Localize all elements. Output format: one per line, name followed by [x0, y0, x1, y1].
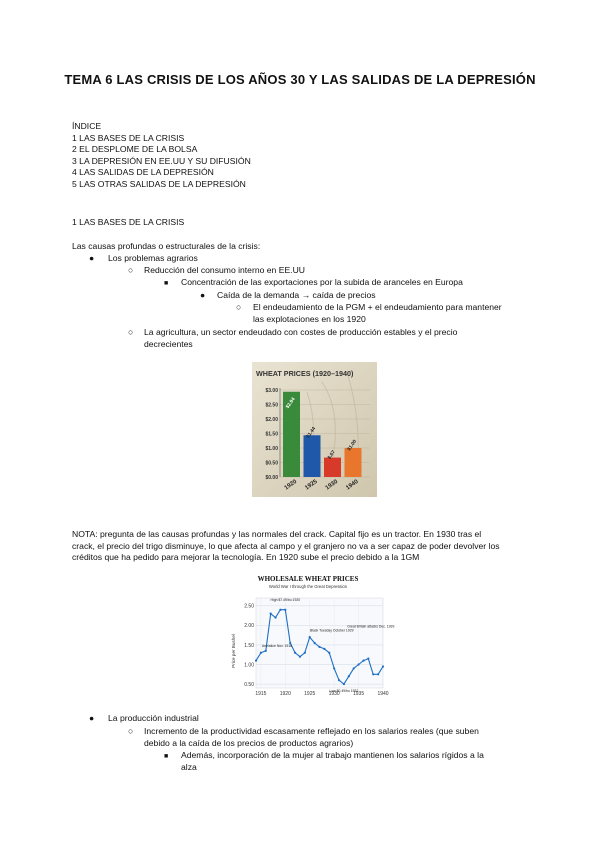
y-tick-label: $0.50	[265, 460, 278, 467]
list-item-continuation: las explotaciones en los 1920	[253, 314, 366, 324]
y-tick-label: $2.00	[265, 416, 278, 423]
data-point	[279, 609, 281, 611]
x-tick-label: 1920	[279, 691, 291, 697]
bar-value-label: $1.00	[347, 439, 359, 453]
y-tick-label: 1.50	[244, 642, 254, 649]
bullet-circle-icon: ○	[128, 327, 134, 337]
list-item: Los problemas agrarios	[108, 253, 198, 263]
nota-line: créditos que ha pedido para mejorar la tecnología. En 1920 sube el precio debido a la 1GM	[72, 552, 420, 562]
bullet-circle-icon: ○	[128, 265, 134, 275]
data-point	[299, 656, 301, 658]
y-tick-label: 2.00	[244, 623, 254, 630]
list-item: Incremento de la productividad escasamente reflejado en los salarios reales (que suben	[144, 726, 479, 736]
list-item: El endeudamiento de la PGM + el endeudamiento para mantener	[253, 302, 502, 312]
bullet-square-icon: ■	[164, 280, 169, 287]
bullet-disc-icon: ●	[89, 253, 95, 263]
causas-intro: Las causas profundas o estructurales de la crisis:	[72, 241, 261, 251]
x-tick-label: 1940	[377, 691, 389, 697]
y-tick-label: $2.50	[265, 402, 278, 409]
x-tick-label: 1930	[324, 478, 340, 492]
bar-value-label: $.67	[327, 450, 337, 461]
y-tick-label: $3.00	[265, 387, 278, 394]
list-item: Además, incorporación de la mujer al trabajo mantienen los salarios rígidos a la	[181, 750, 484, 760]
list-item: Reducción del consumo interno en EE.UU	[144, 265, 305, 275]
y-tick-label: 2.50	[244, 603, 254, 610]
bullet-disc-icon: ●	[89, 713, 95, 723]
index-item: 1 LAS BASES DE LA CRISIS	[72, 132, 185, 143]
index-heading: ÍNDICE	[72, 121, 102, 131]
list-item: Concentración de las exportaciones por la subida de aranceles en Europa	[181, 277, 463, 287]
data-point	[304, 652, 306, 654]
nota-paragraph	[72, 529, 532, 564]
x-tick-label: 1935	[353, 691, 365, 697]
chart-annotation: Great Britain attacks Dec. 1939	[347, 624, 395, 629]
data-point	[343, 683, 345, 685]
y-tick-label: 1.00	[244, 662, 254, 669]
y-tick-label: $1.00	[265, 445, 278, 452]
chart-title: WHOLESALE WHEAT PRICES	[257, 575, 359, 583]
nota-line: crack, el precio del trigo disminuye, lo que afecta al campo y el granjero no va a ser capaz de poder devolver los	[72, 540, 500, 551]
x-tick-label: 1915	[255, 691, 267, 697]
list-item-continuation: decrecientes	[144, 339, 193, 349]
list-item-continuation: debido a la caída de los precios de productos agrarios)	[144, 738, 354, 748]
wholesale-wheat-line-chart	[228, 573, 395, 705]
y-axis-label: Price per Bushel	[231, 634, 236, 668]
chart-annotation: Black Tuesday October 1929	[309, 628, 354, 633]
bar-1940	[345, 448, 362, 477]
data-point	[353, 667, 355, 669]
x-tick-label: 1930	[328, 691, 340, 697]
bar-value-label: $1.44	[306, 426, 318, 440]
x-tick-label: 1920	[283, 478, 299, 492]
document-title: TEMA 6 LAS CRISIS DE LOS AÑOS 30 Y LAS SALIDAS DE LA DEPRESIÓN	[64, 72, 536, 87]
y-tick-label: 0.50	[244, 681, 254, 688]
index-item: 5 LAS OTRAS SALIDAS DE LA DEPRESIÓN	[72, 178, 246, 189]
bullet-disc-icon: ●	[200, 290, 206, 300]
chart-subtitle: World War I through the Great Depression	[268, 584, 348, 589]
data-point	[255, 660, 257, 662]
data-point	[318, 646, 320, 648]
data-point	[274, 616, 276, 618]
data-point	[294, 652, 296, 654]
index-item: 4 LAS SALIDAS DE LA DEPRESIÓN	[72, 167, 214, 177]
index-item: 2 EL DESPLOME DE LA BOLSA	[72, 144, 198, 154]
wheat-prices-bar-chart	[252, 362, 377, 497]
chart-annotation: Armistice Nov. 1918	[261, 643, 293, 648]
data-point	[309, 636, 311, 638]
y-tick-label: $1.50	[265, 431, 278, 438]
data-point	[323, 648, 325, 650]
data-point	[348, 675, 350, 677]
data-point	[284, 609, 286, 611]
data-point	[333, 667, 335, 669]
data-point	[372, 673, 374, 675]
index-item: 3 LA DEPRESIÓN EN EE.UU Y SU DIFUSIÓN	[72, 155, 251, 166]
index-block	[72, 121, 251, 190]
list-item-continuation: alza	[181, 762, 197, 772]
data-point	[362, 660, 364, 662]
x-tick-label: 1925	[304, 478, 319, 492]
bar-1925	[304, 435, 321, 477]
chart-annotation: Low $0.49/bu 1932	[329, 688, 359, 693]
list-item: La agricultura, un sector endeudado con costes de producción estables y el precio	[144, 327, 458, 337]
x-tick-label: 1940	[345, 478, 360, 492]
bullet-square-icon: ■	[164, 753, 169, 760]
data-point	[260, 652, 262, 654]
section-heading: 1 LAS BASES DE LA CRISIS	[72, 217, 185, 227]
data-point	[270, 613, 272, 615]
data-point	[377, 673, 379, 675]
data-point	[265, 650, 267, 652]
data-point	[338, 679, 340, 681]
data-point	[367, 658, 369, 660]
y-tick-label: $0.00	[265, 474, 278, 481]
bar-value-label: $2.94	[285, 397, 297, 410]
x-tick-label: 1925	[304, 691, 316, 697]
data-point	[314, 642, 316, 644]
nota-line: NOTA: pregunta de las causas profundas y las normales del crack. Capital fijo es un tractor. En 1930 tras el	[72, 529, 482, 539]
bullet-circle-icon: ○	[128, 726, 134, 736]
list-item: Caída de la demanda → caída de precios	[217, 290, 376, 300]
data-point	[357, 663, 359, 665]
chart-annotation: High $7.49/bu 1920	[270, 598, 301, 603]
data-point	[328, 652, 330, 654]
chart-title: WHEAT PRICES (1920–1940)	[256, 369, 354, 378]
data-point	[382, 665, 384, 667]
list-item: La producción industrial	[108, 713, 199, 723]
bar-1930	[324, 458, 341, 477]
bullet-circle-icon: ○	[236, 302, 242, 312]
